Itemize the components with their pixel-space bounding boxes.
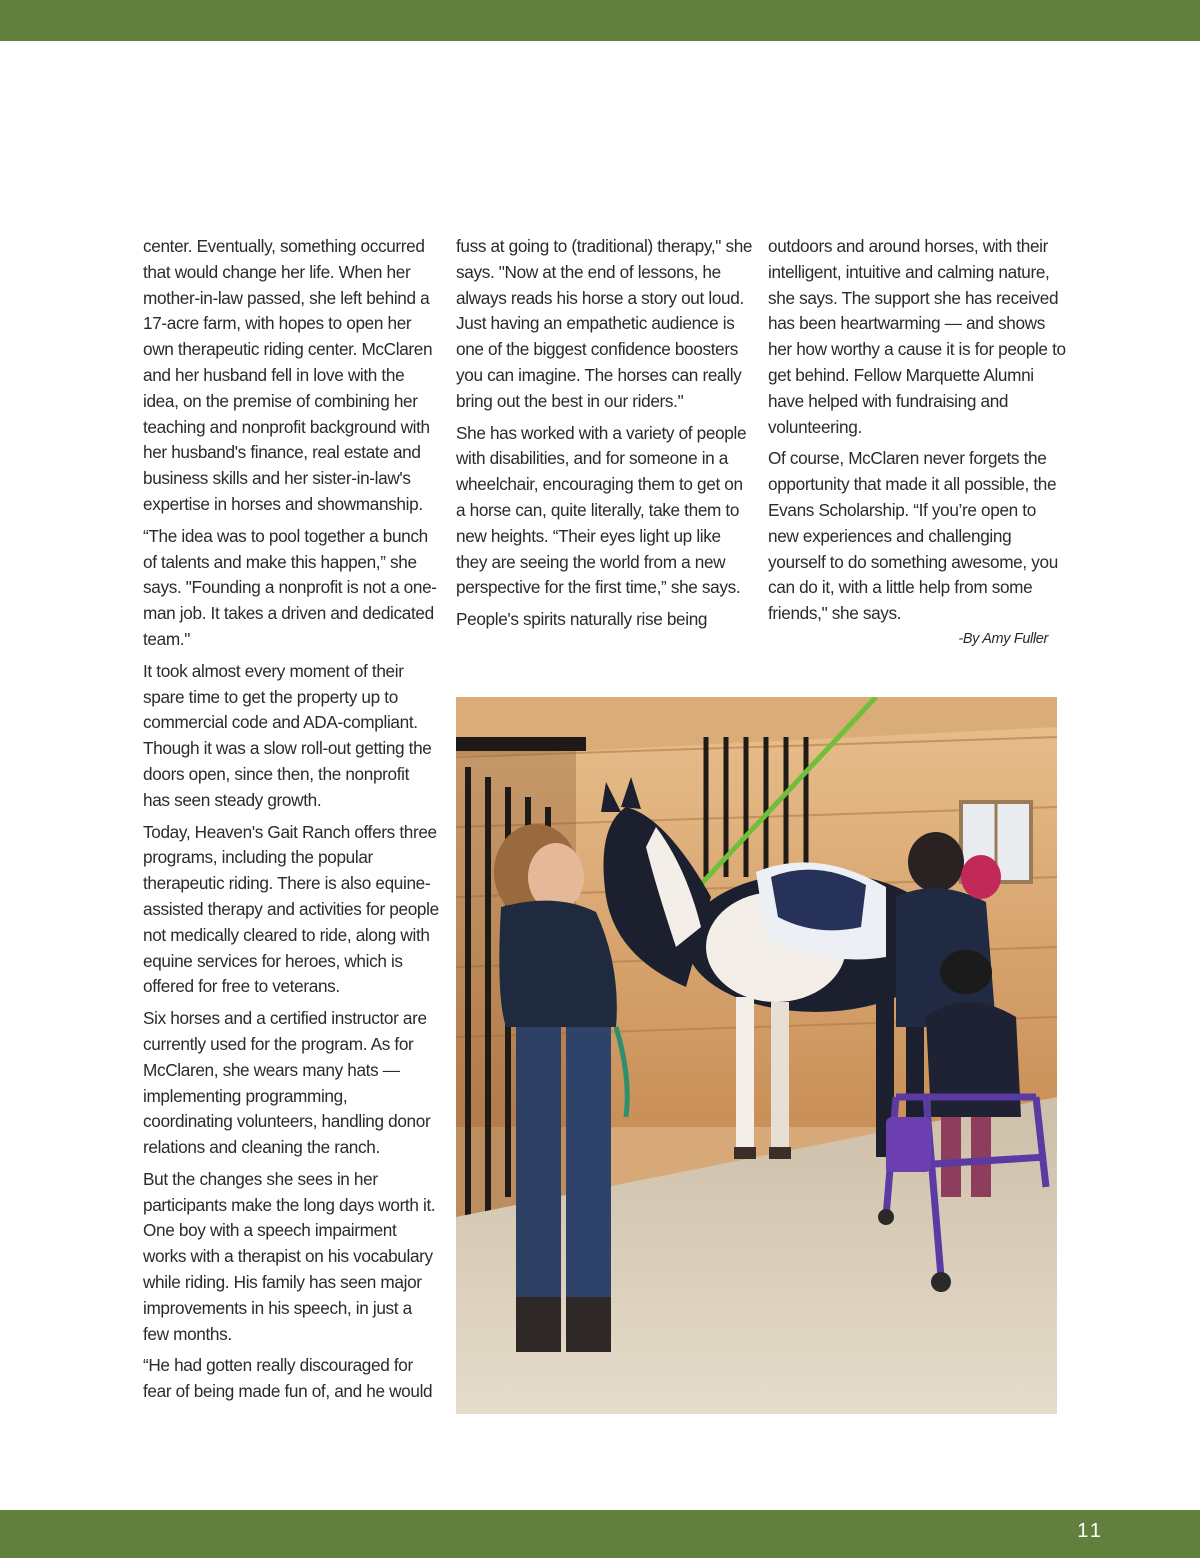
paragraph: Of course, McClaren never forgets the opportunity that made it all possible, the Evans Scholarship. “If you’re open to new experiences and challenging yourself to do something awesome, you can do it, with a little help from some friends," she says. — [768, 448, 1058, 624]
paragraph: But the changes she sees in her participants make the long days worth it. One boy with a speech impairment works with a therapist on his vocabulary while riding. His family has seen major improvements in his speech, in just a few months. — [143, 1168, 436, 1344]
photo-horse-therapy-barn — [456, 697, 1057, 1414]
author-byline: -By Amy Fuller — [958, 630, 1048, 647]
paragraph: center. Eventually, something occurred that would change her life. When her mother-in-law passed, she left behind a 17-acre farm, with hopes to open her own therapeutic riding center. McClaren and her husband fell in love with the idea, on the premise of combining her teaching and nonprofit background with her husband's finance, real estate and business skills and her sister-in-law's expertise in horses and showmanship. — [143, 236, 433, 514]
article-column-1 — [143, 234, 439, 1411]
paragraph: outdoors and around horses, with their intelligent, intuitive and calming nature, she says. The support she has received has been heartwarming — and shows her how worthy a cause it is for people to get behind. Fellow Marquette Alumni have helped with fundraising and volunteering. — [768, 236, 1066, 437]
top-color-band — [0, 0, 1200, 41]
article-column-3 — [768, 234, 1068, 649]
paragraph: It took almost every moment of their spare time to get the property up to commercial code and ADA-compliant. Though it was a slow roll-out getting the doors open, since then, the nonprofit has seen steady growth. — [143, 660, 432, 810]
page-number: 11 — [1077, 1520, 1104, 1542]
paragraph: She has worked with a variety of people with disabilities, and for someone in a wheelchair, encouraging them to get on a horse can, quite literally, take them to new heights. “Their eyes light up like they are seeing the world from a new perspective for the first time,” she says. — [456, 422, 747, 598]
paragraph: fuss at going to (traditional) therapy," she says. "Now at the end of lessons, he always reads his horse a story out loud. Just having an empathetic audience is one of the biggest confidence boosters you can imagine. The horses can really bring out the best in our riders." — [456, 236, 753, 411]
bottom-color-band — [0, 1510, 1200, 1558]
paragraph: “The idea was to pool together a bunch of talents and make this happen,” she says. "Founding a nonprofit is not a one-man job. It takes a driven and dedicated team." — [143, 525, 437, 649]
paragraph: Today, Heaven's Gait Ranch offers three programs, including the popular therapeutic riding. There is also equine-assisted therapy and activities for people not medically cleared to ride, along with equine services for heroes, which is offered for free to veterans. — [143, 821, 439, 997]
paragraph: “He had gotten really discouraged for fear of being made fun of, and he would — [143, 1355, 433, 1402]
paragraph: People's spirits naturally rise being — [456, 609, 708, 630]
paragraph: Six horses and a certified instructor are currently used for the program. As for McClaren, she wears many hats — implementing programming, coordinating volunteers, handling donor relations and cleaning the ranch. — [143, 1008, 431, 1158]
article-column-2 — [456, 234, 756, 639]
